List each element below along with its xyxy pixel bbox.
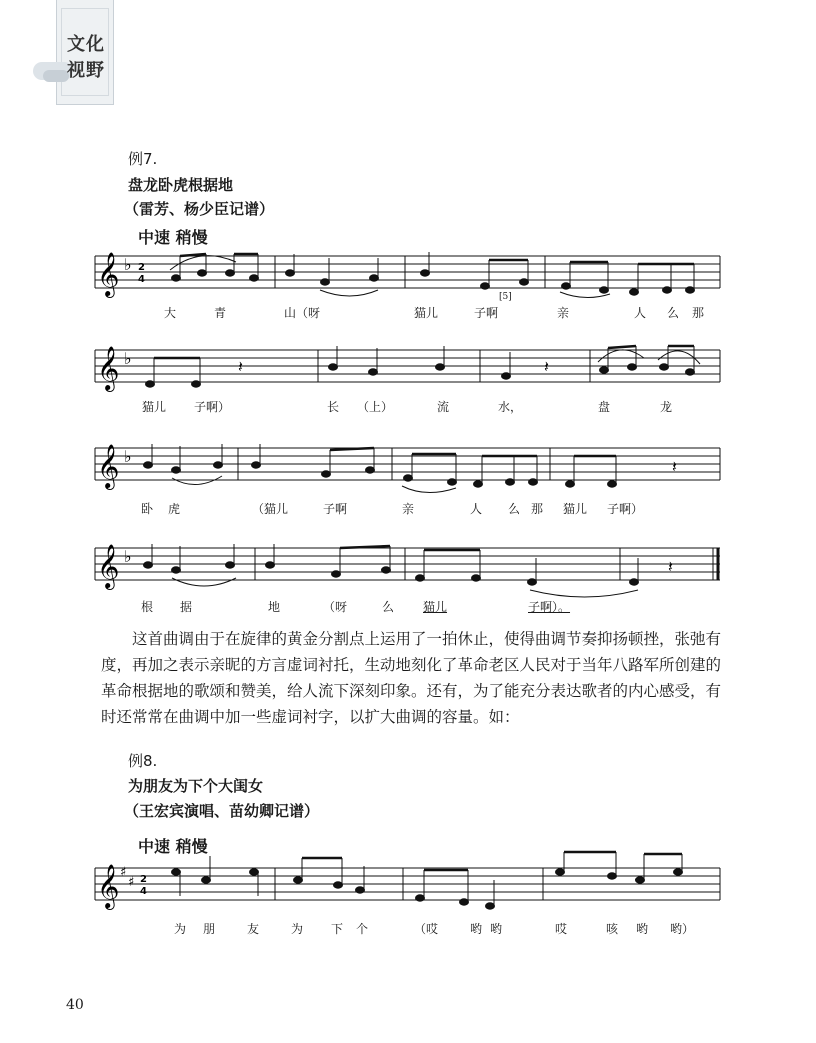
lyric: 么 (508, 502, 521, 516)
lyric: （猫儿 (252, 502, 289, 516)
music-staff-2 (0, 334, 816, 394)
lyric: 盘 (598, 400, 611, 414)
treble-clef-icon: 𝄞 (97, 864, 120, 908)
example-8-title: 为朋友为下个大闺女 (128, 777, 264, 795)
lyric: 人 (634, 306, 647, 320)
lyric: 亲 (402, 502, 415, 516)
example-7-label: 例7. (128, 150, 158, 168)
rest-icon: 𝄽 (544, 357, 549, 376)
lyric: 长 (327, 400, 340, 414)
time-signature-top: 2 (138, 262, 145, 273)
treble-clef-icon: 𝄞 (97, 444, 120, 488)
lyric: 哟） (670, 922, 695, 936)
lyric: 个 (356, 922, 369, 936)
example-7-title: 盘龙卧虎根据地 (128, 176, 234, 194)
example-7-tempo: 中速 稍慢 (138, 228, 208, 247)
example-8-credit: （王宏宾演唱、苗幼卿记谱） (124, 802, 320, 820)
lyric: 朋 (203, 922, 216, 936)
lyric: 下 (331, 922, 344, 936)
flat-sign-icon: ♭ (124, 547, 132, 566)
lyric: 么 (667, 306, 680, 320)
lyric: 水， (498, 400, 523, 414)
lyric: 青 (214, 306, 227, 320)
music-staff-1 (0, 240, 816, 300)
lyric: 地 (268, 600, 281, 614)
lyric: 虎 (168, 502, 181, 516)
lyric: 为 (174, 922, 187, 936)
lyric: 猫儿 (563, 502, 588, 516)
lyric: 咳 (606, 922, 619, 936)
lyric: 那 (692, 306, 705, 320)
lyric: 人 (470, 502, 483, 516)
lyric: 子啊 (474, 306, 499, 320)
lyric: 子啊） (194, 400, 231, 414)
treble-clef-icon: 𝄞 (97, 544, 120, 588)
lyric: 子啊） (607, 502, 644, 516)
lyric: 子啊 (323, 502, 348, 516)
lyric: 卧 (141, 502, 154, 516)
cloud-ornament-icon (43, 70, 69, 82)
lyric: 据 (180, 600, 193, 614)
sharp-sign-icon: ♯ (120, 865, 127, 880)
music-staff-3 (0, 432, 816, 492)
flat-sign-icon: ♭ (124, 349, 132, 368)
lyric: 猫儿 (414, 306, 439, 320)
lyric: 大 (164, 306, 177, 320)
treble-clef-icon: 𝄞 (97, 252, 120, 296)
music-staff-4 (0, 532, 816, 592)
lyric: （呀 (323, 600, 348, 614)
lyric: 子啊）。 (528, 600, 571, 614)
lyric: 哟 (636, 922, 649, 936)
footnote-mark: [5] (499, 292, 512, 302)
section-badge (56, 0, 114, 105)
lyric: （哎 (414, 922, 439, 936)
lyric: 那 (531, 502, 544, 516)
lyric: 么 (382, 600, 395, 614)
lyric: 猫儿 (423, 600, 448, 614)
example-7-credit: （雷芳、杨少臣记谱） (124, 200, 275, 218)
body-paragraph (101, 626, 721, 730)
music-staff-5 (0, 852, 816, 912)
sharp-sign-icon: ♯ (128, 875, 135, 890)
page-number: 40 (66, 997, 84, 1013)
lyric: 山（呀 (284, 306, 321, 320)
lyric: 龙 (660, 400, 673, 414)
lyric: 哎 (555, 922, 568, 936)
lyric: 猫儿 (142, 400, 167, 414)
lyric: 为 (291, 922, 304, 936)
time-signature-top: 2 (140, 874, 147, 885)
rest-icon: 𝄽 (672, 457, 677, 476)
lyric: 亲 (557, 306, 570, 320)
lyric: 流 (437, 400, 450, 414)
lyric: 友 (247, 922, 260, 936)
time-signature-bottom: 4 (138, 274, 145, 285)
time-signature-bottom: 4 (140, 886, 147, 897)
lyric: 哟 (490, 922, 503, 936)
badge-line1: 文化 (67, 34, 105, 55)
treble-clef-icon: 𝄞 (97, 346, 120, 390)
example-8-label: 例8. (128, 752, 158, 770)
rest-icon: 𝄽 (668, 557, 673, 576)
flat-sign-icon: ♭ (124, 447, 132, 466)
badge-line2: 视野 (67, 60, 105, 81)
flat-sign-icon: ♭ (124, 255, 132, 274)
paragraph-text: 这首曲调由于在旋律的黄金分割点上运用了一拍休止，使得曲调节奏抑扬顿挫，张弛有度，再加之表示亲昵的方言虚词衬托，生动地刻化了革命老区人民对于当年八路军所创建的革命根据地的歌颂和赞美，给人流下深刻印象。还有，为了能充分表达歌者的内心感受，有时还常常在曲调中加一些虚词衬字，以扩大曲调的容量。如： (101, 630, 722, 726)
lyric: 哟 (470, 922, 483, 936)
lyric: （上） (357, 400, 394, 414)
lyric: 根 (141, 600, 154, 614)
example-8-tempo: 中速 稍慢 (138, 837, 208, 856)
rest-icon: 𝄽 (238, 357, 243, 376)
